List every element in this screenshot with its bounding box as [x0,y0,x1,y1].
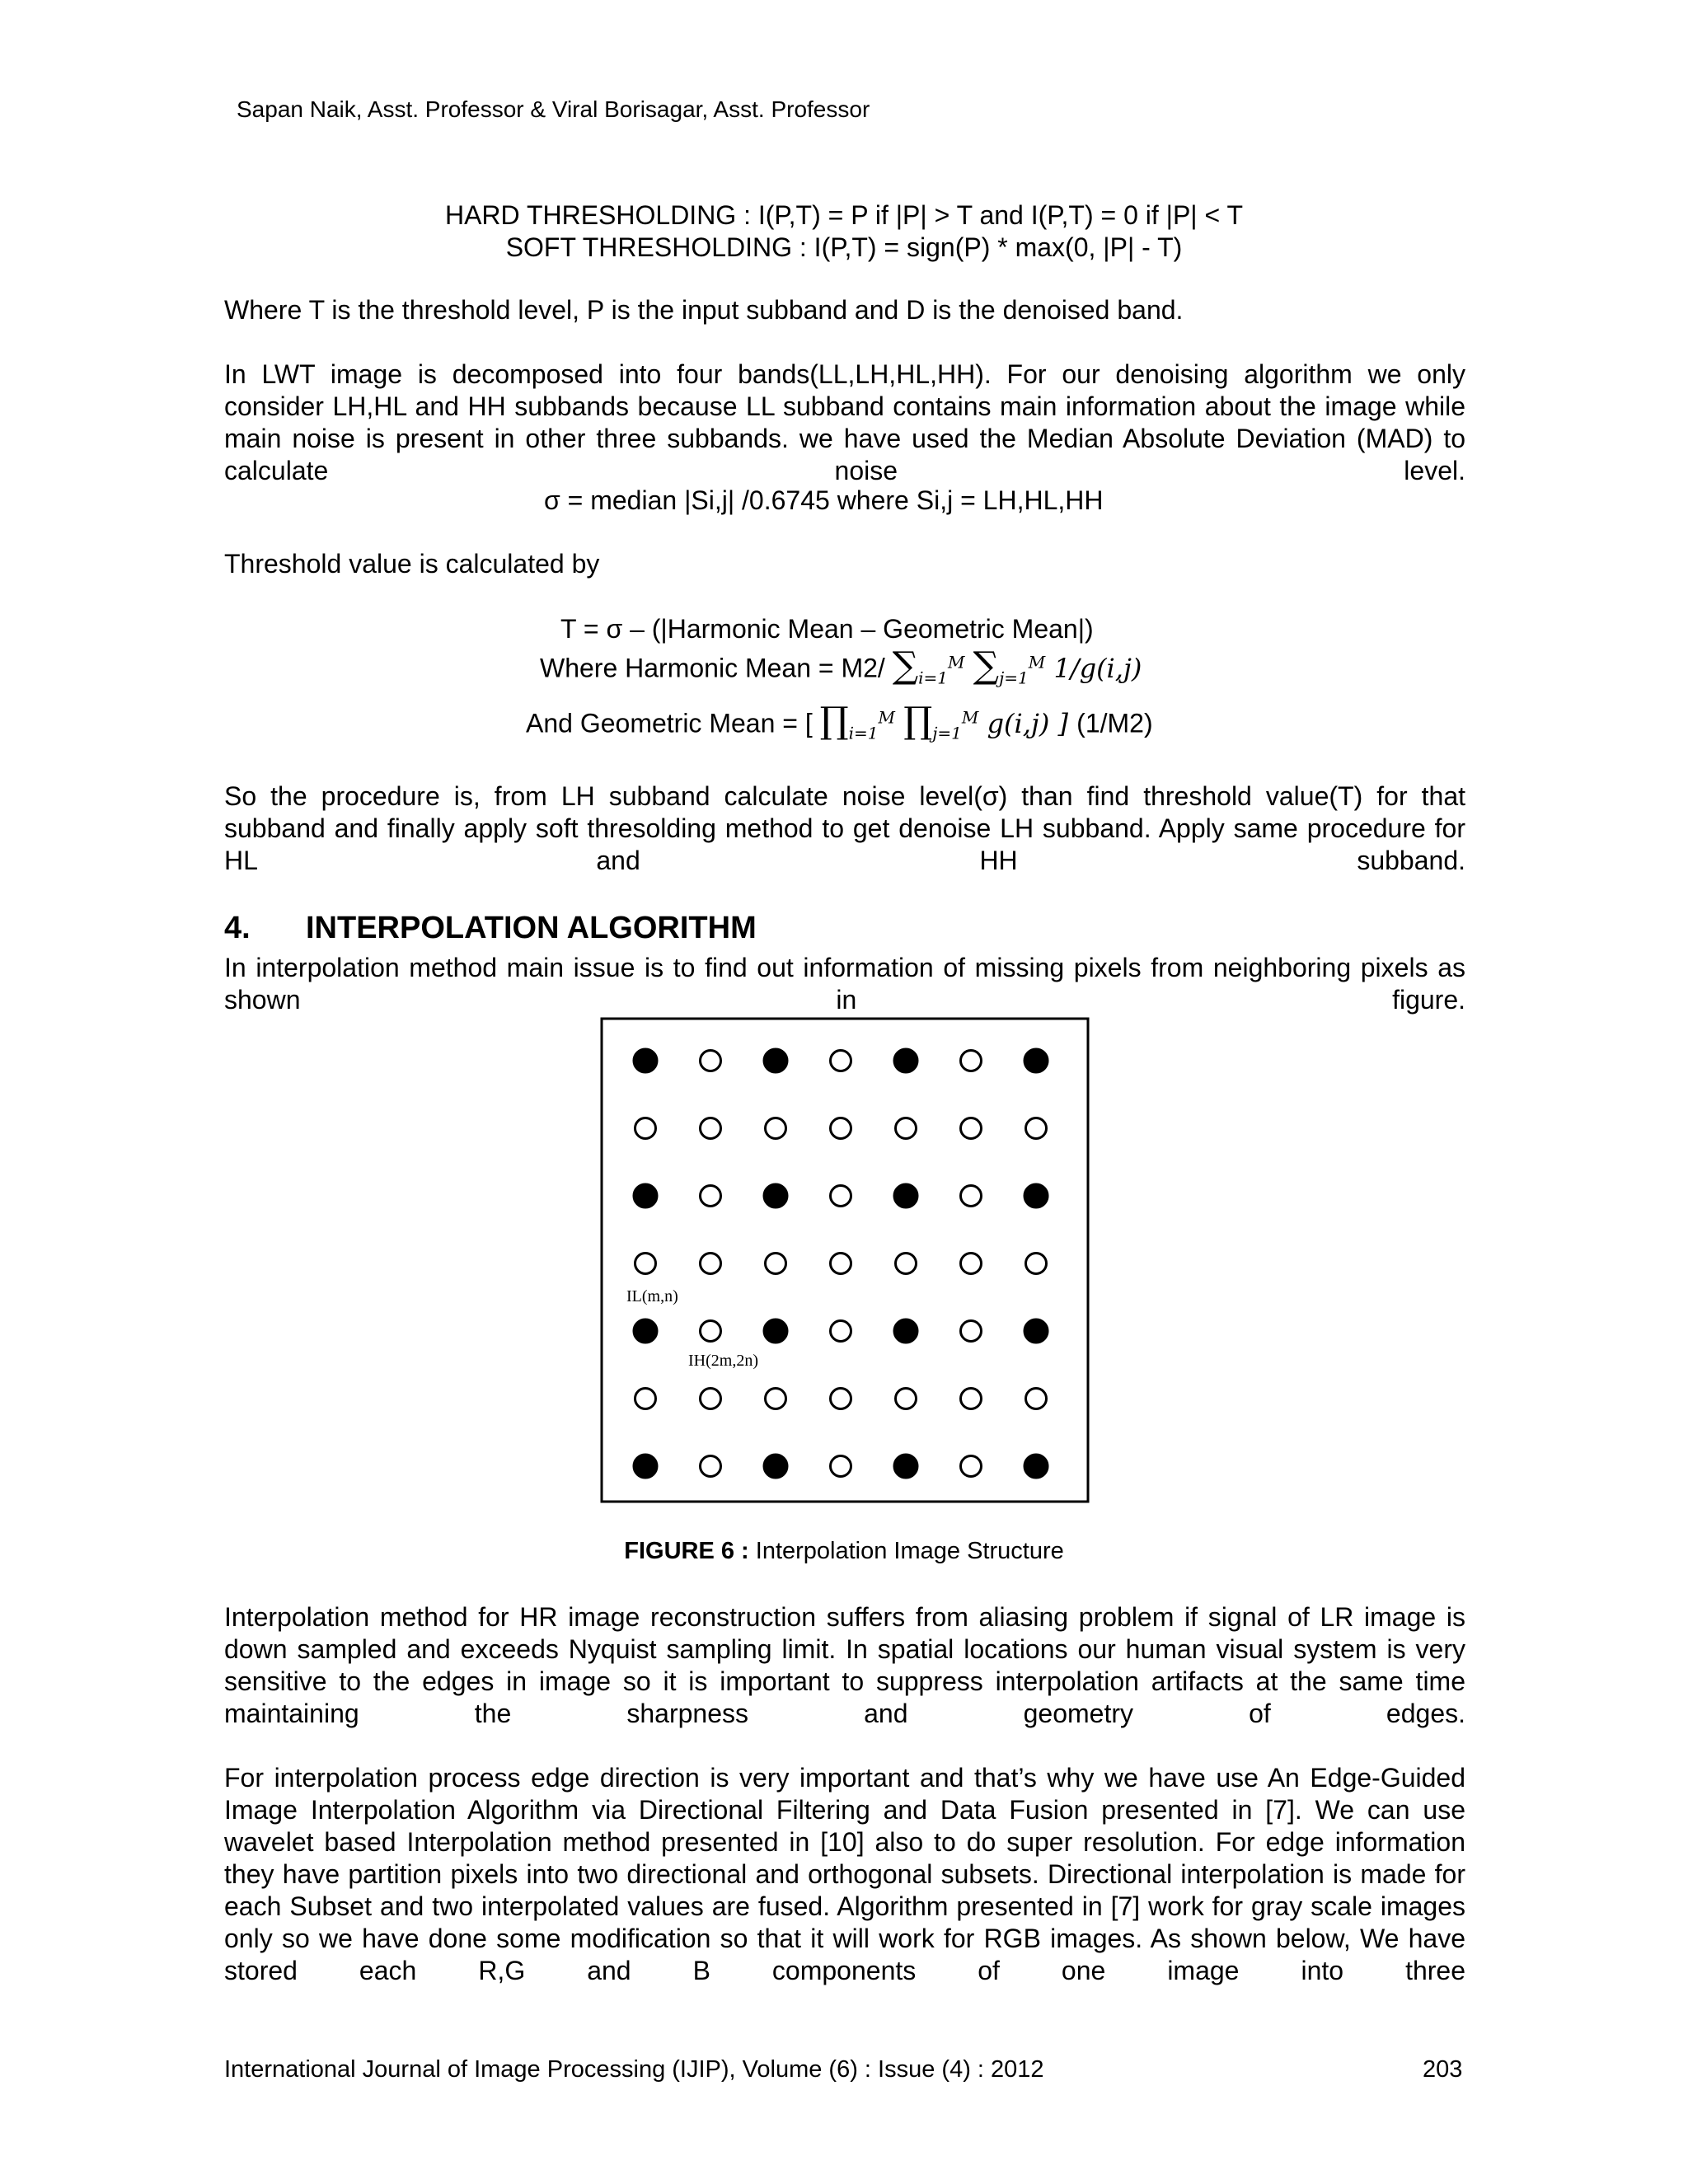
sum-symbol: ∑ [892,644,919,687]
label-il: IL(m,n) [626,1287,678,1305]
known-pixel-dot [1025,1455,1048,1478]
missing-pixel-dot [961,1186,982,1207]
missing-pixel-dot [1026,1118,1047,1139]
missing-pixel-dot [831,1456,851,1477]
known-pixel-dot [634,1184,657,1207]
missing-pixel-dot [701,1321,721,1342]
para-procedure: So the procedure is, from LH subband calculate noise level(σ) than find threshold value(T) for that subband and finally apply soft thresolding method to get denoise LH subband. Apply same procedure for HL and HH subband. [224,781,1465,875]
harmonic-term: 1/g(i,j) [1053,652,1142,684]
para-lwt: In LWT image is decomposed into four bands(LL,LH,HL,HH). For our denoising algorithm we only consider LH,HL and HH subbands because LL subband contains main information about the image while main noise is present in other three subbands. we have used the Median Absolute Deviation (MAD) to calculate noise level. [224,359,1465,485]
running-header: Sapan Naik, Asst. Professor & Viral Borisagar, Asst. Professor [237,96,870,122]
hard-thresholding-eq: HARD THRESHOLDING : I(P,T) = P if |P| > T and I(P,T) = 0 if |P| < T [444,200,1244,230]
footer-page-number: 203 [1423,2056,1463,2083]
known-pixel-dot [634,1049,657,1072]
known-pixel-dot [1025,1049,1048,1072]
missing-pixel-dot [961,1321,982,1342]
known-pixel-dot [764,1455,787,1478]
geometric-prefix: And Geometric Mean = [ [526,708,813,738]
geometric-term: g(i,j) ] [987,707,1068,739]
missing-pixel-dot [701,1389,721,1409]
section-number: 4. [224,911,251,945]
geometric-formula [819,699,1077,743]
missing-pixel-dot [896,1254,917,1274]
missing-pixel-dot [831,1254,851,1274]
harmonic-mean-line [540,645,1142,694]
missing-pixel-dot [701,1118,721,1139]
label-ih: IH(2m,2n) [688,1352,758,1370]
missing-pixel-dot [831,1389,851,1409]
known-pixel-dot [764,1049,787,1072]
sigma-equation: σ = median |Si,j| /0.6745 where Si,j = LH,HL,HH [544,485,1104,515]
missing-pixel-dot [635,1389,656,1409]
product-symbol: ∏ [903,699,933,742]
geometric-mean-line [526,701,1153,749]
footer-journal: International Journal of Image Processing (IJIP), Volume (6) : Issue (4) : 2012 [224,2056,1044,2083]
i-upper: M [948,652,965,672]
soft-thresholding-eq: SOFT THRESHOLDING : I(P,T) = sign(P) * max(0, |P| - T) [505,232,1183,262]
caption-label: FIGURE 6 : [624,1538,749,1564]
figure-caption [0,1538,1688,1565]
missing-pixel-dot [896,1118,917,1139]
known-pixel-dot [1025,1184,1048,1207]
missing-pixel-dot [635,1254,656,1274]
product-symbol: ∏ [819,699,849,742]
caption-text: Interpolation Image Structure [748,1538,1064,1564]
para-hr: Interpolation method for HR image reconstruction suffers from aliasing problem if signal of LR image is down sampled and exceeds Nyquist sampling limit. In spatial locations our human visual system is very sensitive to the edges in image so it is important to suppress interpolation artifacts at the same time maintaining the sharpness and geometry of edges. [224,1602,1465,1728]
missing-pixel-dot [701,1186,721,1207]
j-lower: j=1 [999,668,1029,688]
harmonic-prefix: Where Harmonic Mean = M2/ [540,653,885,683]
missing-pixel-dot [896,1389,917,1409]
missing-pixel-dot [961,1051,982,1071]
para-where: Where T is the threshold level, P is the input subband and D is the denoised band. [224,295,1184,325]
geometric-exponent: (1/M2) [1076,708,1153,738]
known-pixel-dot [894,1184,917,1207]
missing-pixel-dot [831,1118,851,1139]
missing-pixel-dot [1026,1389,1047,1409]
j-upper: M [961,707,979,727]
missing-pixel-dot [961,1254,982,1274]
missing-pixel-dot [961,1389,982,1409]
harmonic-formula [892,644,1142,688]
missing-pixel-dot [701,1254,721,1274]
missing-pixel-dot [766,1389,786,1409]
para-interp-intro: In interpolation method main issue is to find out information of missing pixels from neighboring pixels as shown in figure. [224,953,1465,1015]
missing-pixel-dot [831,1186,851,1207]
j-lower: j=1 [932,723,962,743]
para-edge: For interpolation process edge direction is very important and that’s why we have use An Edge-Guided Image Interpolation Algorithm via Directional Filtering and Data Fusion presented in [7]. We can use wavelet based Interpolation method presented in [10] also to do super resolution. For edge information they have partition pixels into two directional and orthogonal subsets. Directional interpolation is made for each Subset and two interpolated values are fused. Algorithm presented in [7] work for gray scale images only so we have done some modification so that it will work for RGB images. As shown below, We have stored each R,G and B components of one image into three [224,1763,1465,1985]
missing-pixel-dot [961,1456,982,1477]
missing-pixel-dot [831,1051,851,1071]
missing-pixel-dot [701,1456,721,1477]
section-heading [224,911,757,946]
known-pixel-dot [894,1319,917,1343]
known-pixel-dot [764,1184,787,1207]
i-lower: i=1 [848,723,879,743]
interpolation-figure [600,1017,1090,1503]
known-pixel-dot [894,1455,917,1478]
known-pixel-dot [634,1319,657,1343]
threshold-equation: T = σ – (|Harmonic Mean – Geometric Mean|) [560,614,1094,644]
missing-pixel-dot [635,1118,656,1139]
i-lower: i=1 [918,668,949,688]
missing-pixel-dot [701,1051,721,1071]
known-pixel-dot [1025,1319,1048,1343]
missing-pixel-dot [1026,1254,1047,1274]
j-upper: M [1028,652,1046,672]
missing-pixel-dot [831,1321,851,1342]
missing-pixel-dot [766,1118,786,1139]
section-title: INTERPOLATION ALGORITHM [306,911,757,945]
sum-symbol: ∑ [973,644,1000,687]
missing-pixel-dot [766,1254,786,1274]
known-pixel-dot [894,1049,917,1072]
missing-pixel-dot [961,1118,982,1139]
threshold-intro: Threshold value is calculated by [224,549,600,579]
known-pixel-dot [634,1455,657,1478]
i-upper: M [878,707,896,727]
known-pixel-dot [764,1319,787,1343]
